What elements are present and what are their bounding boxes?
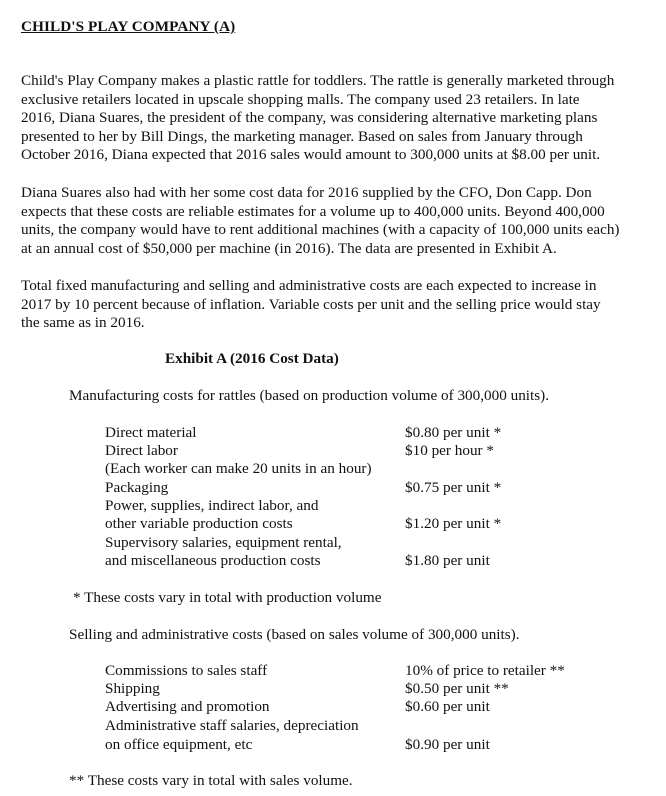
- cost-row: [105, 479, 585, 498]
- paragraph-cost-data: [21, 184, 651, 258]
- cost-row: [105, 680, 585, 699]
- cost-label: other variable production costs: [105, 515, 293, 532]
- sales-volume-footnote: ** These costs vary in total with sales volume.: [69, 772, 353, 789]
- cost-row: [105, 662, 585, 681]
- cost-row: [105, 534, 585, 553]
- cost-value: $0.80 per unit *: [405, 424, 502, 441]
- paragraph-line: 2016, Diana Suares, the president of the company, was considering alternative marketing plans: [21, 109, 598, 127]
- paragraph-line: exclusive retailers located in upscale shopping malls. The company used 23 retailers. In late: [21, 90, 580, 108]
- paragraph-line: at an annual cost of $50,000 per machine (in 2016). The data are presented in Exhibit A.: [21, 239, 557, 257]
- cost-row: [105, 424, 585, 443]
- paragraph-line: units, the company would have to rent additional machines (with a capacity of 100,000 units each): [21, 221, 620, 239]
- cost-row: [105, 717, 585, 736]
- cost-row: [105, 497, 585, 516]
- production-volume-footnote: * These costs vary in total with production volume: [73, 589, 382, 606]
- cost-value: 10% of price to retailer **: [405, 662, 565, 679]
- paragraph-line: 2017 by 10 percent because of inflation. Variable costs per unit and the selling price would stay: [21, 295, 601, 313]
- cost-label: Packaging: [105, 479, 169, 496]
- cost-label: Administrative staff salaries, depreciation: [105, 717, 359, 734]
- cost-label: on office equipment, etc: [105, 736, 253, 753]
- cost-label: Shipping: [105, 680, 160, 697]
- paragraph-line: presented to her by Bill Dings, the marketing manager. Based on sales from January through: [21, 127, 583, 145]
- cost-label: and miscellaneous production costs: [105, 552, 321, 569]
- cost-value: $0.75 per unit *: [405, 479, 502, 496]
- cost-row: [105, 552, 585, 571]
- cost-value: $1.20 per unit *: [405, 515, 502, 532]
- paragraph-line: Total fixed manufacturing and selling and administrative costs are each expected to increase in: [21, 277, 597, 294]
- paragraph-line: expects that these costs are reliable estimates for a volume up to 400,000 units. Beyond 400,000: [21, 202, 605, 220]
- cost-row: [105, 698, 585, 717]
- cost-value: $10 per hour *: [405, 442, 494, 459]
- paragraph-line: October 2016, Diana expected that 2016 sales would amount to 300,000 units at $8.00 per unit.: [21, 146, 601, 164]
- paragraph-line: Child's Play Company makes a plastic rattle for toddlers. The rattle is generally marketed through: [21, 72, 615, 89]
- cost-label: Supervisory salaries, equipment rental,: [105, 534, 342, 551]
- cost-label: Commissions to sales staff: [105, 662, 268, 679]
- paragraph-intro: [21, 72, 651, 165]
- cost-label: Direct material: [105, 424, 197, 441]
- cost-label: Advertising and promotion: [105, 698, 270, 715]
- paragraph-inflation: [21, 277, 651, 333]
- cost-value: $1.80 per unit: [405, 552, 490, 569]
- cost-label: (Each worker can make 20 units in an hour): [105, 460, 372, 477]
- cost-row: [105, 736, 585, 755]
- cost-label: Power, supplies, indirect labor, and: [105, 497, 319, 514]
- cost-value: $0.60 per unit: [405, 698, 490, 715]
- paragraph-line: the same as in 2016.: [21, 314, 145, 332]
- cost-value: $0.50 per unit **: [405, 680, 509, 697]
- cost-row: [105, 515, 585, 534]
- cost-label: Direct labor: [105, 442, 178, 459]
- paragraph-line: Diana Suares also had with her some cost data for 2016 supplied by the CFO, Don Capp. Don: [21, 184, 592, 201]
- cost-row: [105, 460, 585, 479]
- selling-admin-costs-heading: Selling and administrative costs (based on sales volume of 300,000 units).: [69, 626, 520, 643]
- exhibit-title: Exhibit A (2016 Cost Data): [165, 350, 339, 367]
- cost-row: [105, 442, 585, 461]
- document-title: CHILD'S PLAY COMPANY (A): [21, 18, 236, 35]
- manufacturing-costs-heading: Manufacturing costs for rattles (based on production volume of 300,000 units).: [69, 387, 549, 404]
- cost-value: $0.90 per unit: [405, 736, 490, 753]
